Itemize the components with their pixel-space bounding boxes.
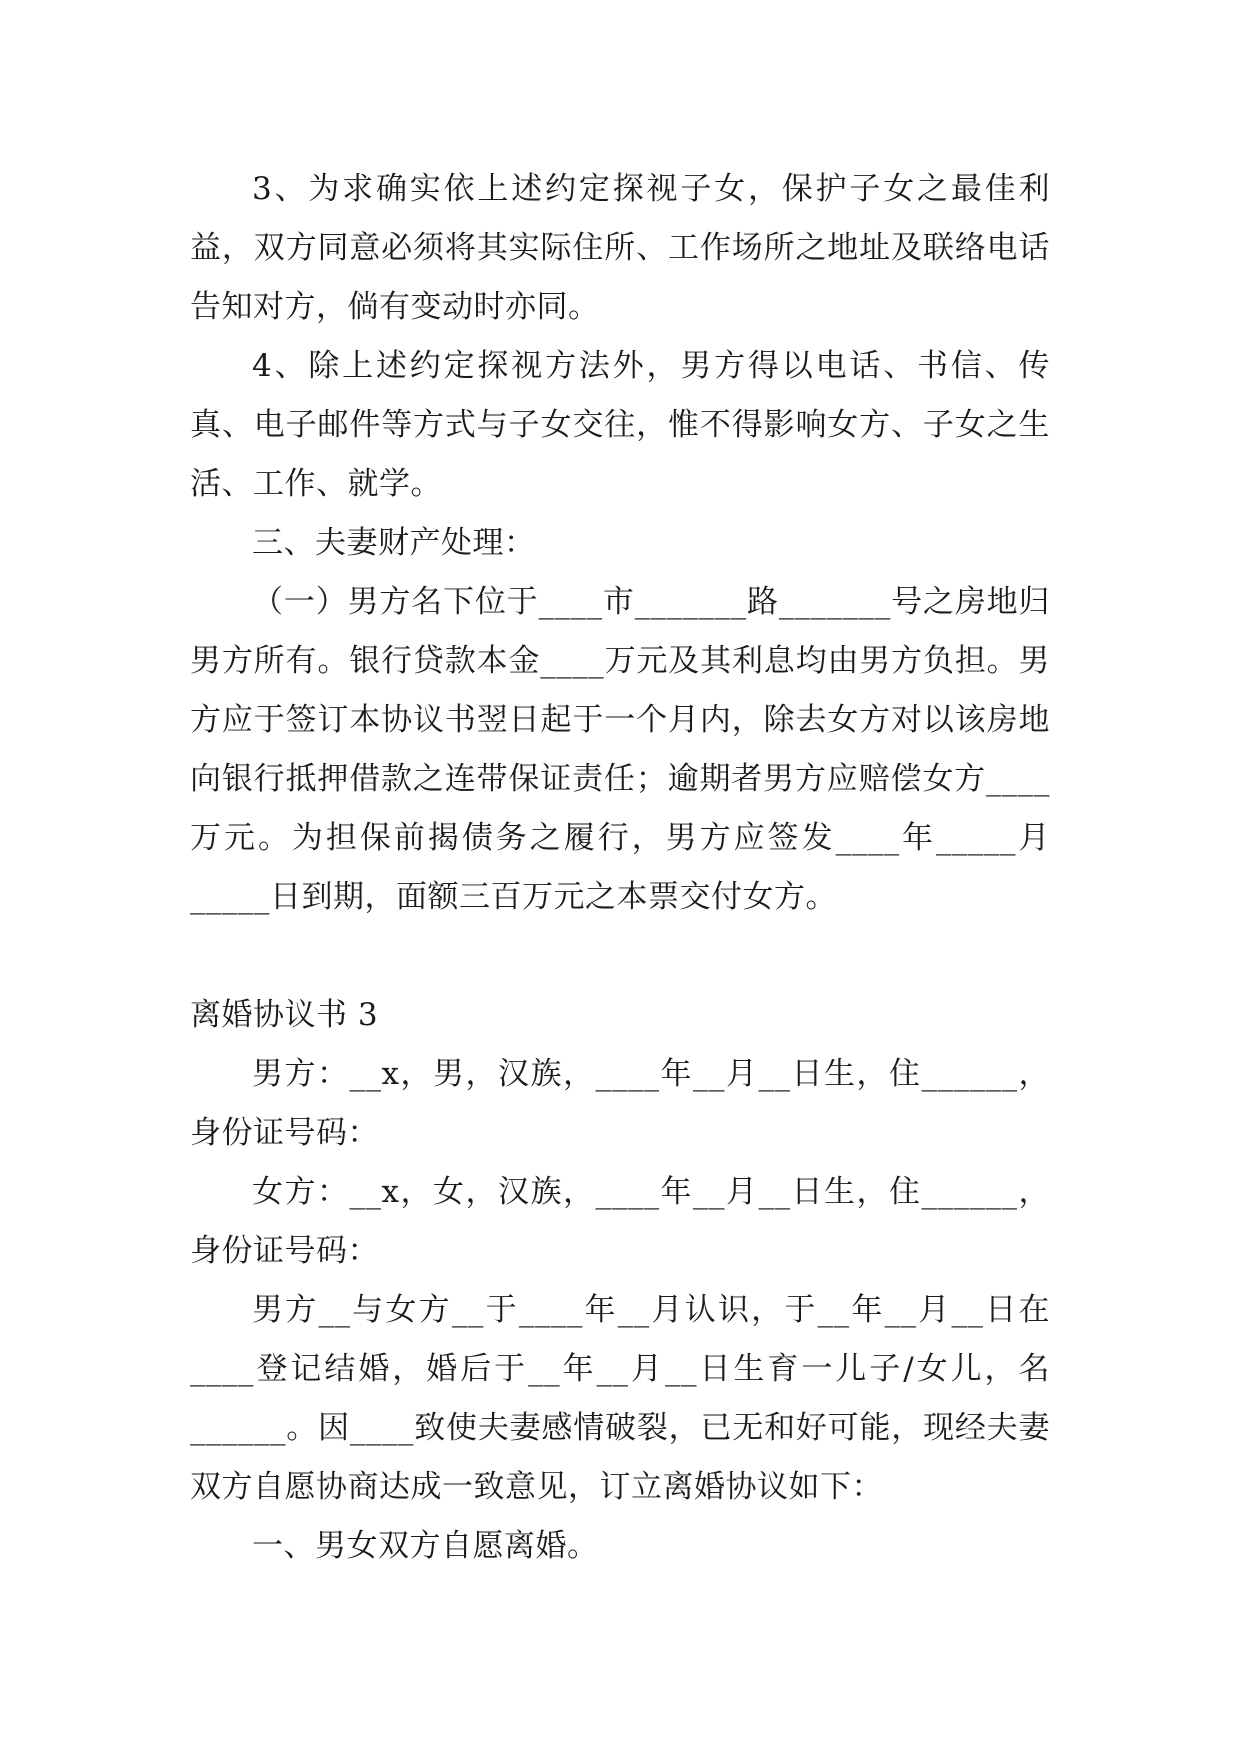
document-body — [190, 160, 1050, 1576]
paragraph-visitation-methods: 4、除上述约定探视方法外，男方得以电话、书信、传真、电子邮件等方式与子女交往，惟不得影响女方、子女之生活、工作、就学。 — [190, 348, 1050, 502]
paragraph-visitation-contact: 3、为求确实依上述约定探视子女，保护子女之最佳利益，双方同意必须将其实际住所、工作场所之地址及联络电话告知对方，倘有变动时亦同。 — [190, 171, 1050, 325]
agreement-title: 离婚协议书 3 — [190, 997, 379, 1033]
paragraph-male-party: 男方：__x，男，汉族，____年__月__日生，住______，身份证号码： — [190, 1056, 1050, 1151]
paragraph-property-heading: 三、夫妻财产处理： — [252, 525, 536, 561]
paragraph-property-house: （一）男方名下位于____市_______路_______号之房地归男方所有。银行贷款本金____万元及其利息均由男方负担。男方应于签订本协议书翌日起于一个月内，除去女方对以该房地向银行抵押借款之连带保证责任；逾期者男方应赔偿女方____万元。为担保前揭债务之履行，男方应签发____年_____月_____日到期，面额三百万元之本票交付女方。 — [190, 584, 1050, 915]
paragraph-marriage-background: 男方__与女方__于____年__月认识，于__年__月__日在____登记结婚，婚后于__年__月__日生育一儿子/女儿，名______。因____致使夫妻感情破裂，已无和好可能，现经夫妻双方自愿协商达成一致意见，订立离婚协议如下： — [190, 1292, 1050, 1505]
paragraph-female-party: 女方：__x，女，汉族，____年__月__日生，住______，身份证号码： — [190, 1174, 1050, 1269]
paragraph-clause-one: 一、男女双方自愿离婚。 — [252, 1528, 599, 1564]
